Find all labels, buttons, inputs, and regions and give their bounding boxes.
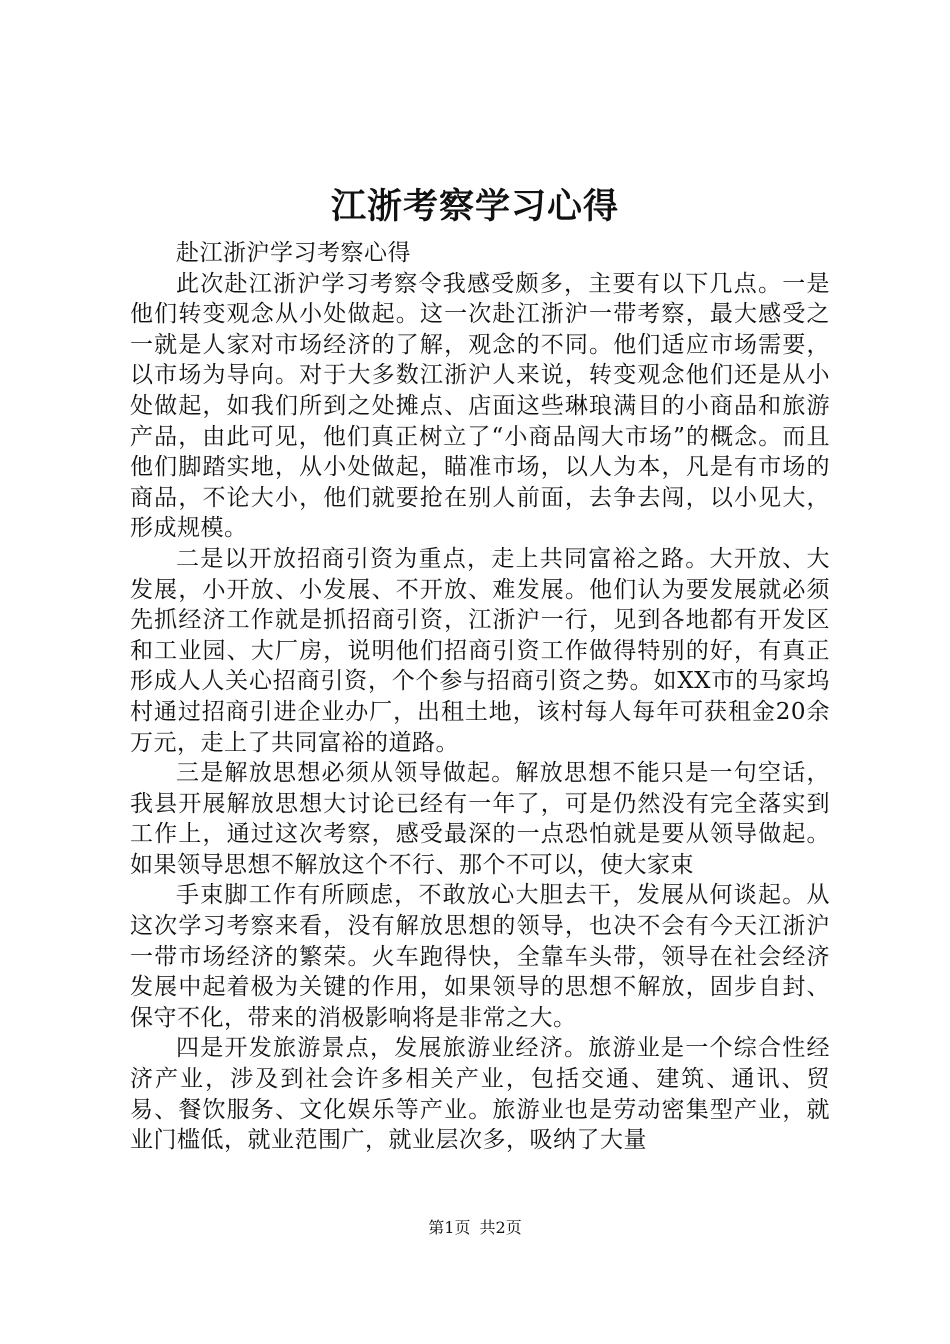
paragraph-1: 此次赴江浙沪学习考察令我感受颇多，主要有以下几点。一是他们转变观念从小处做起。这一次赴江浙沪一带考察，最大感受之一就是人家对市场经济的了解，观念的不同。他们适应市场需要，以市场为导向。对于大多数江浙沪人来说，转变观念他们还是从小处做起，如我们所到之处摊点、店面这些琳琅满目的小商品和旅游产品，由此可见，他们真正树立了“小商品闯大市场”的概念。而且他们脚踏实地，从小处做起，瞄准市场，以人为本，凡是有市场的商品，不论大小，他们就要抢在别人前面，去争去闯，以小见大，形成规模。 bbox=[130, 270, 830, 542]
paragraph-5: 四是开发旅游景点，发展旅游业经济。旅游业是一个综合性经济产业，涉及到社会许多相关产业，包括交通、建筑、通讯、贸易、餐饮服务、文化娱乐等产业。旅游业也是劳动密集型产业，就业门槛低，就业范围广，就业层次多，吸纳了大量 bbox=[130, 1035, 830, 1154]
paragraph-subtitle: 赴江浙沪学习考察心得 bbox=[176, 240, 411, 266]
page-footer bbox=[0, 1216, 950, 1240]
document-body bbox=[130, 238, 830, 1156]
paragraph-4: 手束脚工作有所顾虑，不敢放心大胆去干，发展从何谈起。从这次学习考察来看，没有解放思想的领导，也决不会有今天江浙沪一带市场经济的繁荣。火车跑得快，全靠车头带，领导在社会经济发展中起着极为关键的作用，如果领导的思想不解放，固步自封、保守不化，带来的消极影响将是非常之大。 bbox=[130, 882, 830, 1031]
document-title: 江浙考察学习心得 bbox=[330, 186, 619, 227]
page-total: 共2页 bbox=[479, 1218, 522, 1237]
paragraph-2: 二是以开放招商引资为重点，走上共同富裕之路。大开放、大发展，小开放、小发展、不开放、难发展。他们认为要发展就必须先抓经济工作就是抓招商引资，江浙沪一行，见到各地都有开发区和工业园、大厂房，说明他们招商引资工作做得特别的好，有真正形成人人关心招商引资，个个参与招商引资之势。如XX市的马家坞村通过招商引进企业办厂，出租土地，该村每人每年可获租金20余万元，走上了共同富裕的道路。 bbox=[130, 545, 830, 756]
paragraph-3: 三是解放思想必须从领导做起。解放思想不能只是一句空话，我县开展解放思想大讨论已经有一年了，可是仍然没有完全落实到工作上，通过这次考察，感受最深的一点恐怕就是要从领导做起。如果领导思想不解放这个不行、那个不可以，使大家束 bbox=[130, 760, 830, 878]
page-number: 第1页 bbox=[428, 1218, 471, 1237]
